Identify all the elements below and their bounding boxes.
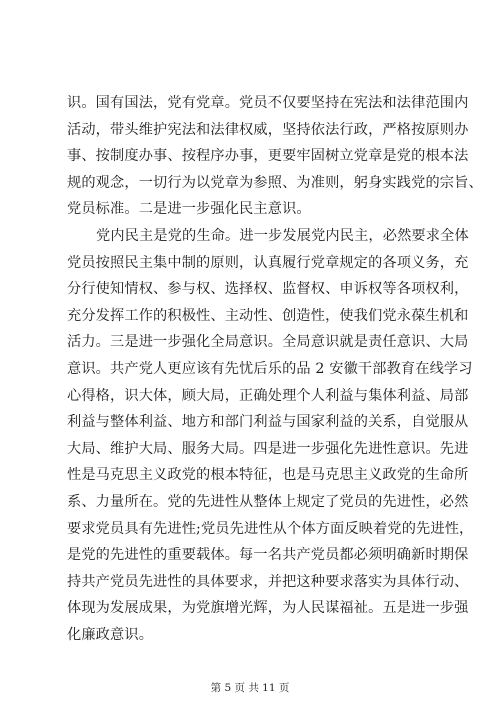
body-text bbox=[67, 90, 483, 648]
text-line: 分行使知情权、参与权、选择权、监督权、申诉权等各项权利， bbox=[67, 281, 469, 298]
text-line: 党员按照民主集中制的原则，认真履行党章规定的各项义务，充 bbox=[67, 254, 469, 271]
text-line: 持共产党员先进性的具体要求，并把这种要求落实为具体行动、 bbox=[67, 573, 469, 590]
text-line: 性是马克思主义政党的根本特征，也是马克思主义政党的生命所 bbox=[67, 467, 469, 484]
text-line: 活力。三是进一步强化全局意识。全局意识就是责任意识、大局 bbox=[67, 334, 469, 351]
text-line: 规的观念，一切行为以党章为参照、为准则，躬身实践党的宗旨、 bbox=[67, 174, 483, 191]
text-line: 充分发挥工作的积极性、主动性、创造性，使我们党永葆生机和 bbox=[67, 307, 469, 324]
page-number-footer: 第 5 页 共 11 页 bbox=[210, 682, 290, 694]
text-line: 识。国有国法，党有党章。党员不仅要坚持在宪法和法律范围内 bbox=[67, 95, 469, 111]
text-line: 活动，带头维护宪法和法律权威，坚持依法行政，严格按原则办 bbox=[67, 121, 469, 138]
text-line: 体现为发展成果，为党旗增光辉，为人民谋福祉。五是进一步强 bbox=[67, 600, 469, 617]
text-line: 事、按制度办事、按程序办事，更要牢固树立党章是党的根本法 bbox=[67, 148, 469, 165]
text-line: 化廉政意识。 bbox=[67, 626, 154, 643]
text-line: 要求党员具有先进性;党员先进性从个体方面反映着党的先进性， bbox=[67, 520, 474, 537]
paragraph-first-line: 党内民主是党的生命。进一步发展党内民主，必然要求全体 bbox=[96, 227, 469, 244]
text-line: 党员标准。二是进一步强化民主意识。 bbox=[67, 201, 311, 218]
text-line: 系、力量所在。党的先进性从整体上规定了党员的先进性，必然 bbox=[67, 493, 469, 510]
text-line: 是党的先进性的重要载体。每一名共产党员都必须明确新时期保 bbox=[67, 547, 469, 564]
text-line: 利益与整体利益、地方和部门利益与国家利益的关系，自觉服从 bbox=[67, 414, 469, 431]
text-line: 意识。共产党人更应该有先忧后乐的品 2 安徽干部教育在线学习 bbox=[67, 360, 473, 377]
text-line: 心得格，识大体，顾大局，正确处理个人利益与集体利益、局部 bbox=[67, 387, 469, 404]
text-line: 大局、维护大局、服务大局。四是进一步强化先进性意识。先进 bbox=[67, 440, 469, 457]
